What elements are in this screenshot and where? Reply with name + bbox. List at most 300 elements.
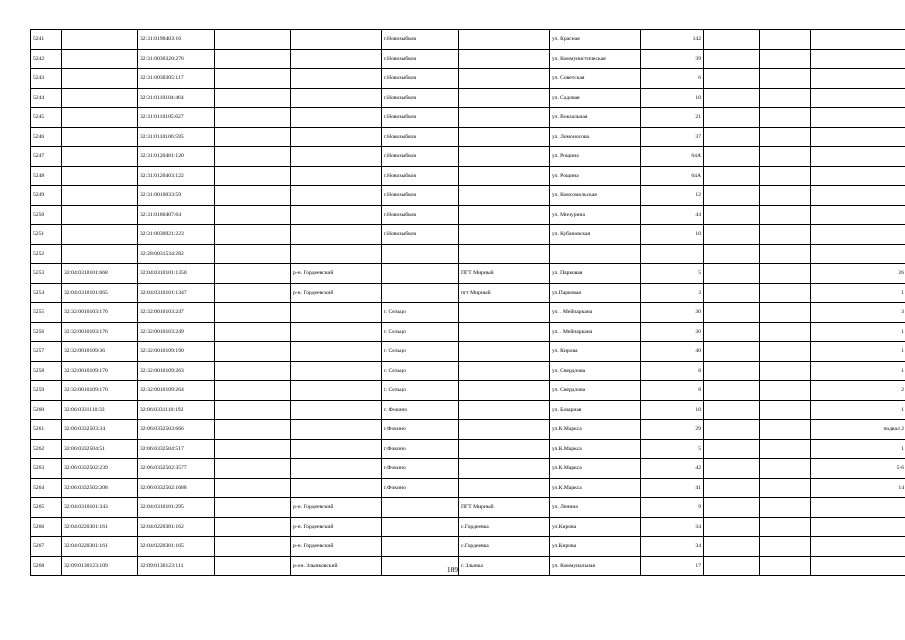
cadastral-number-cell: 32:04:0310101:1350	[138, 264, 215, 284]
empty-cell	[760, 342, 811, 362]
street-cell: ул. . Мейпаркана	[550, 303, 641, 323]
table-row	[31, 498, 905, 518]
empty-cell	[760, 498, 811, 518]
cadastral-number-cell: 32:32:0010109:264	[138, 381, 215, 401]
settlement-cell	[459, 478, 550, 498]
house-number-cell: 34	[641, 537, 704, 557]
empty-cell	[704, 420, 760, 440]
parcel-cadastral-number-cell: 32:04:0310101:668	[62, 264, 138, 284]
row-number-cell: 5243	[31, 69, 62, 89]
empty-cell	[704, 478, 760, 498]
premises-number-cell: подвал 2	[811, 420, 905, 440]
row-number-cell: 5251	[31, 225, 62, 245]
premises-number-cell	[811, 108, 905, 128]
premises-number-cell: 1	[811, 400, 905, 420]
empty-cell	[760, 459, 811, 479]
empty-cell	[215, 225, 291, 245]
empty-cell	[760, 49, 811, 69]
row-number-cell: 5249	[31, 186, 62, 206]
table-row	[31, 88, 905, 108]
city-cell: г.Фокино	[382, 439, 459, 459]
empty-cell	[215, 400, 291, 420]
parcel-cadastral-number-cell: 32:04:0310101:665	[62, 283, 138, 303]
premises-number-cell: 1	[811, 439, 905, 459]
table-row	[31, 537, 905, 557]
house-number-cell: 6	[641, 69, 704, 89]
house-number-cell: 142	[641, 30, 704, 50]
empty-cell	[215, 166, 291, 186]
settlement-cell: ПГТ Мирный	[459, 498, 550, 518]
settlement-cell: пгт Мирный	[459, 283, 550, 303]
empty-cell	[215, 420, 291, 440]
district-cell	[291, 381, 382, 401]
empty-cell	[760, 439, 811, 459]
premises-number-cell	[811, 517, 905, 537]
cadastral-number-cell: 32:04:0310101:295	[138, 498, 215, 518]
parcel-cadastral-number-cell: 32:32:0010103:176	[62, 322, 138, 342]
empty-cell	[215, 361, 291, 381]
settlement-cell	[459, 186, 550, 206]
parcel-cadastral-number-cell	[62, 186, 138, 206]
settlement-cell	[459, 381, 550, 401]
parcel-cadastral-number-cell	[62, 108, 138, 128]
house-number-cell: 12	[641, 186, 704, 206]
district-cell	[291, 186, 382, 206]
city-cell: г. Сельцо	[382, 342, 459, 362]
settlement-cell	[459, 459, 550, 479]
district-cell	[291, 69, 382, 89]
cadastral-number-cell: 32:31:0110105:627	[138, 108, 215, 128]
empty-cell	[704, 166, 760, 186]
premises-number-cell	[811, 49, 905, 69]
house-number-cell: 39	[641, 49, 704, 69]
house-number-cell: 30	[641, 303, 704, 323]
district-cell	[291, 322, 382, 342]
settlement-cell: с.Гордеевка	[459, 517, 550, 537]
cadastral-number-cell: 32:31:0190403:16	[138, 30, 215, 50]
settlement-cell	[459, 322, 550, 342]
empty-cell	[215, 303, 291, 323]
settlement-cell	[459, 30, 550, 50]
empty-cell	[760, 108, 811, 128]
street-cell: ул.Кирова	[550, 537, 641, 557]
premises-number-cell	[811, 537, 905, 557]
row-number-cell: 5268	[31, 556, 62, 576]
table-row	[31, 127, 905, 147]
settlement-cell	[459, 400, 550, 420]
city-cell	[382, 264, 459, 284]
parcel-cadastral-number-cell: 32:04:0310101:343	[62, 498, 138, 518]
settlement-cell	[459, 88, 550, 108]
empty-cell	[760, 478, 811, 498]
parcel-cadastral-number-cell: 32:04:0220301:161	[62, 517, 138, 537]
table-row	[31, 147, 905, 167]
empty-cell	[704, 381, 760, 401]
premises-number-cell: 26	[811, 264, 905, 284]
street-cell: ул. Комсомольская	[550, 186, 641, 206]
city-cell: г.Новозыбков	[382, 205, 459, 225]
street-cell	[550, 244, 641, 264]
empty-cell	[760, 205, 811, 225]
house-number-cell: 8	[641, 361, 704, 381]
empty-cell	[215, 147, 291, 167]
row-number-cell: 5261	[31, 420, 62, 440]
empty-cell	[704, 459, 760, 479]
table-row	[31, 303, 905, 323]
settlement-cell	[459, 147, 550, 167]
cadastral-number-cell: 32:31:0120401:120	[138, 147, 215, 167]
district-cell	[291, 147, 382, 167]
district-cell	[291, 108, 382, 128]
cadastral-number-cell: 32:32:0010109:263	[138, 361, 215, 381]
empty-cell	[760, 303, 811, 323]
settlement-cell	[459, 49, 550, 69]
parcel-cadastral-number-cell	[62, 88, 138, 108]
district-cell: р-н. Гордеевский	[291, 498, 382, 518]
empty-cell	[215, 69, 291, 89]
empty-cell	[760, 537, 811, 557]
empty-cell	[215, 244, 291, 264]
premises-number-cell	[811, 147, 905, 167]
street-cell: ул. Рощина	[550, 166, 641, 186]
row-number-cell: 5262	[31, 439, 62, 459]
empty-cell	[760, 322, 811, 342]
empty-cell	[704, 108, 760, 128]
empty-cell	[760, 420, 811, 440]
cadastral-number-cell: 32:04:0310101:1347	[138, 283, 215, 303]
parcel-cadastral-number-cell: 32:06:0332504:51	[62, 439, 138, 459]
table-row	[31, 264, 905, 284]
row-number-cell: 5253	[31, 264, 62, 284]
empty-cell	[215, 439, 291, 459]
parcel-cadastral-number-cell	[62, 244, 138, 264]
parcel-cadastral-number-cell: 32:09:0130123:109	[62, 556, 138, 576]
street-cell: ул. Мичурина	[550, 205, 641, 225]
empty-cell	[760, 30, 811, 50]
house-number-cell: 64А	[641, 166, 704, 186]
street-cell: ул. Парковая	[550, 264, 641, 284]
street-cell: ул.К.Маркса	[550, 439, 641, 459]
parcel-cadastral-number-cell: 32:06:0332502:208	[62, 478, 138, 498]
empty-cell	[215, 517, 291, 537]
district-cell: р-н. Гордеевский	[291, 537, 382, 557]
row-number-cell: 5242	[31, 49, 62, 69]
district-cell	[291, 30, 382, 50]
parcel-cadastral-number-cell: 32:32:0010103:176	[62, 303, 138, 323]
empty-cell	[215, 127, 291, 147]
premises-number-cell	[811, 244, 905, 264]
street-cell: ул. Базарная	[550, 400, 641, 420]
city-cell: г.Новозыбков	[382, 225, 459, 245]
settlement-cell: ПГТ Мирный	[459, 264, 550, 284]
city-cell: г. Фокино	[382, 400, 459, 420]
row-number-cell: 5244	[31, 88, 62, 108]
settlement-cell: с.Гордеевка	[459, 537, 550, 557]
empty-cell	[215, 186, 291, 206]
parcel-cadastral-number-cell: 32:32:0010109:36	[62, 342, 138, 362]
city-cell: г.Новозыбков	[382, 166, 459, 186]
premises-number-cell: 3	[811, 303, 905, 323]
empty-cell	[215, 498, 291, 518]
district-cell	[291, 88, 382, 108]
house-number-cell: 41	[641, 478, 704, 498]
street-cell: ул. Кирова	[550, 342, 641, 362]
district-cell	[291, 439, 382, 459]
row-number-cell: 5257	[31, 342, 62, 362]
street-cell: ул. Коммунистическая	[550, 49, 641, 69]
city-cell: г. Сельцо	[382, 361, 459, 381]
page-number: 189	[446, 565, 459, 574]
table-row	[31, 439, 905, 459]
city-cell: г.Новозыбков	[382, 88, 459, 108]
premises-number-cell: 14	[811, 478, 905, 498]
house-number-cell: 17	[641, 556, 704, 576]
street-cell: ул. Рощина	[550, 147, 641, 167]
cadastral-number-cell: 32:31:0030320:276	[138, 49, 215, 69]
parcel-cadastral-number-cell	[62, 30, 138, 50]
cadastral-number-cell: 32:32:0010109:190	[138, 342, 215, 362]
city-cell	[382, 498, 459, 518]
house-number-cell: 37	[641, 127, 704, 147]
premises-number-cell	[811, 69, 905, 89]
house-number-cell: 40	[641, 342, 704, 362]
empty-cell	[215, 381, 291, 401]
district-cell	[291, 478, 382, 498]
house-number-cell	[641, 244, 704, 264]
empty-cell	[215, 205, 291, 225]
street-cell: ул. Коммунальная	[550, 556, 641, 576]
city-cell: г.Фокино	[382, 459, 459, 479]
table-row	[31, 478, 905, 498]
row-number-cell: 5266	[31, 517, 62, 537]
district-cell: р-н. Гордеевский	[291, 264, 382, 284]
city-cell: г.Фокино	[382, 420, 459, 440]
row-number-cell: 5258	[31, 361, 62, 381]
cadastral-number-cell: 32:04:0220301:165	[138, 537, 215, 557]
house-number-cell: 42	[641, 459, 704, 479]
register-table	[30, 29, 905, 576]
district-cell	[291, 205, 382, 225]
street-cell: ул.Парковая	[550, 283, 641, 303]
city-cell: г.Новозыбков	[382, 69, 459, 89]
street-cell: ул. Свердлова	[550, 381, 641, 401]
cadastral-number-cell: 32:31:0010033:59	[138, 186, 215, 206]
row-number-cell: 5263	[31, 459, 62, 479]
cadastral-number-cell: 32:06:0332502:3577	[138, 459, 215, 479]
premises-number-cell: 1	[811, 283, 905, 303]
empty-cell	[215, 322, 291, 342]
empty-cell	[760, 225, 811, 245]
parcel-cadastral-number-cell	[62, 49, 138, 69]
table-row	[31, 517, 905, 537]
empty-cell	[704, 225, 760, 245]
empty-cell	[215, 264, 291, 284]
empty-cell	[704, 127, 760, 147]
empty-cell	[215, 30, 291, 50]
premises-number-cell	[811, 127, 905, 147]
street-cell: ул. Кубановская	[550, 225, 641, 245]
district-cell	[291, 400, 382, 420]
premises-number-cell	[811, 88, 905, 108]
parcel-cadastral-number-cell: 32:06:0332502:239	[62, 459, 138, 479]
house-number-cell: 10	[641, 88, 704, 108]
street-cell: ул. Советская	[550, 69, 641, 89]
house-number-cell: 5	[641, 439, 704, 459]
table-row	[31, 244, 905, 264]
row-number-cell: 5252	[31, 244, 62, 264]
empty-cell	[215, 49, 291, 69]
street-cell: ул. Садовая	[550, 88, 641, 108]
premises-number-cell: 5-6	[811, 459, 905, 479]
table-row	[31, 420, 905, 440]
house-number-cell: 9	[641, 498, 704, 518]
table-row	[31, 186, 905, 206]
settlement-cell: г. Злынка	[459, 556, 550, 576]
empty-cell	[704, 361, 760, 381]
house-number-cell: 34	[641, 517, 704, 537]
row-number-cell: 5255	[31, 303, 62, 323]
empty-cell	[215, 108, 291, 128]
street-cell: ул. Ленина	[550, 498, 641, 518]
settlement-cell	[459, 127, 550, 147]
empty-cell	[704, 205, 760, 225]
empty-cell	[704, 342, 760, 362]
empty-cell	[704, 498, 760, 518]
parcel-cadastral-number-cell: 32:32:0010109:170	[62, 361, 138, 381]
row-number-cell: 5241	[31, 30, 62, 50]
house-number-cell: 10	[641, 400, 704, 420]
city-cell: г.Новозыбков	[382, 49, 459, 69]
table-row	[31, 108, 905, 128]
settlement-cell	[459, 225, 550, 245]
city-cell	[382, 244, 459, 264]
empty-cell	[704, 49, 760, 69]
empty-cell	[760, 283, 811, 303]
cadastral-number-cell: 32:32:0010103:249	[138, 322, 215, 342]
table-row	[31, 322, 905, 342]
settlement-cell	[459, 342, 550, 362]
settlement-cell	[459, 420, 550, 440]
street-cell: ул. . Мейпаркана	[550, 322, 641, 342]
premises-number-cell	[811, 166, 905, 186]
empty-cell	[760, 147, 811, 167]
street-cell: ул.К.Маркса	[550, 459, 641, 479]
street-cell: ул.Кирова	[550, 517, 641, 537]
district-cell	[291, 166, 382, 186]
house-number-cell: 29	[641, 420, 704, 440]
empty-cell	[760, 69, 811, 89]
empty-cell	[704, 186, 760, 206]
row-number-cell: 5264	[31, 478, 62, 498]
cadastral-number-cell: 32:31:0180407:64	[138, 205, 215, 225]
city-cell: г.Новозыбков	[382, 186, 459, 206]
premises-number-cell	[811, 205, 905, 225]
premises-number-cell: 1	[811, 361, 905, 381]
empty-cell	[704, 283, 760, 303]
parcel-cadastral-number-cell: 32:32:0010109:170	[62, 381, 138, 401]
table-row	[31, 225, 905, 245]
settlement-cell	[459, 166, 550, 186]
parcel-cadastral-number-cell: 32:04:0220301:161	[62, 537, 138, 557]
district-cell	[291, 342, 382, 362]
settlement-cell	[459, 69, 550, 89]
house-number-cell: 44	[641, 205, 704, 225]
premises-number-cell: 1	[811, 322, 905, 342]
empty-cell	[215, 342, 291, 362]
house-number-cell: 8	[641, 381, 704, 401]
district-cell	[291, 244, 382, 264]
city-cell: г. Сельцо	[382, 322, 459, 342]
premises-number-cell	[811, 225, 905, 245]
empty-cell	[760, 381, 811, 401]
empty-cell	[704, 244, 760, 264]
house-number-cell: 3	[641, 283, 704, 303]
settlement-cell	[459, 439, 550, 459]
table-row	[31, 30, 905, 50]
settlement-cell	[459, 361, 550, 381]
empty-cell	[704, 88, 760, 108]
parcel-cadastral-number-cell: 32:06:0332503:34	[62, 420, 138, 440]
register-table-container	[30, 29, 905, 576]
city-cell: г. Сельцо	[382, 303, 459, 323]
cadastral-number-cell: 32:06:0331110:192	[138, 400, 215, 420]
cadastral-number-cell: 32:31:0110106:595	[138, 127, 215, 147]
row-number-cell: 5265	[31, 498, 62, 518]
empty-cell	[215, 88, 291, 108]
street-cell: ул.К.Маркса	[550, 478, 641, 498]
city-cell: г.Фокино	[382, 478, 459, 498]
cadastral-number-cell: 32:28:0031534:282	[138, 244, 215, 264]
cadastral-number-cell: 32:06:0332502:1688	[138, 478, 215, 498]
empty-cell	[760, 186, 811, 206]
settlement-cell	[459, 108, 550, 128]
parcel-cadastral-number-cell	[62, 147, 138, 167]
empty-cell	[704, 264, 760, 284]
table-row	[31, 49, 905, 69]
empty-cell	[704, 537, 760, 557]
district-cell	[291, 49, 382, 69]
empty-cell	[760, 244, 811, 264]
district-cell	[291, 361, 382, 381]
row-number-cell: 5267	[31, 537, 62, 557]
parcel-cadastral-number-cell	[62, 69, 138, 89]
street-cell: ул. Вокзальная	[550, 108, 641, 128]
row-number-cell: 5254	[31, 283, 62, 303]
empty-cell	[704, 517, 760, 537]
city-cell: г.Новозыбков	[382, 30, 459, 50]
cadastral-number-cell: 32:04:0220301:162	[138, 517, 215, 537]
empty-cell	[760, 517, 811, 537]
cadastral-number-cell: 32:31:0030305:117	[138, 69, 215, 89]
table-row	[31, 459, 905, 479]
district-cell	[291, 459, 382, 479]
district-cell	[291, 420, 382, 440]
empty-cell	[704, 400, 760, 420]
cadastral-number-cell: 32:31:0110104:464	[138, 88, 215, 108]
empty-cell	[760, 88, 811, 108]
district-cell	[291, 225, 382, 245]
street-cell: ул.К.Маркса	[550, 420, 641, 440]
table-row	[31, 166, 905, 186]
house-number-cell: 10	[641, 225, 704, 245]
parcel-cadastral-number-cell	[62, 166, 138, 186]
city-cell	[382, 283, 459, 303]
city-cell: г.Новозыбков	[382, 108, 459, 128]
district-cell: р-н. Гордеевский	[291, 283, 382, 303]
street-cell: ул. Свердлова	[550, 361, 641, 381]
settlement-cell	[459, 244, 550, 264]
city-cell: г.Новозыбков	[382, 147, 459, 167]
